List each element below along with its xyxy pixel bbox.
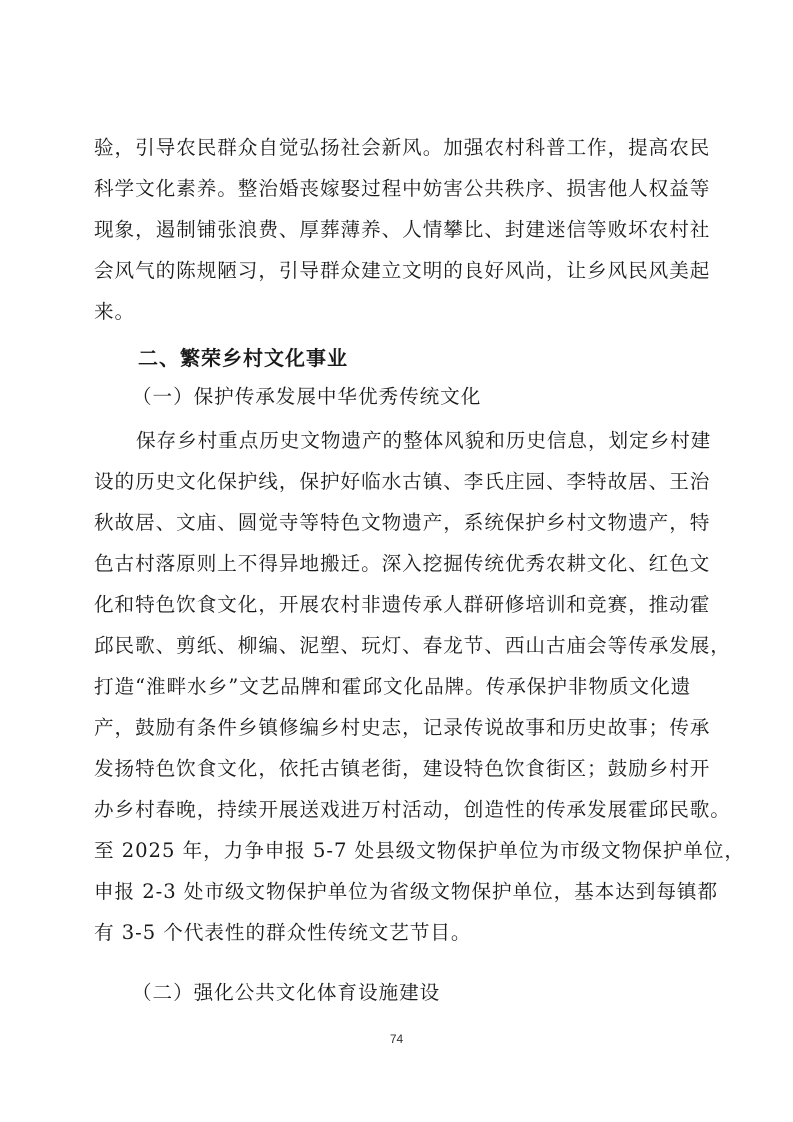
text-line: 来。 bbox=[94, 300, 136, 323]
page-number: 74 bbox=[389, 1032, 404, 1046]
text-line: 至 2025 年，力争申报 5-7 处县级文物保护单位为市级文物保护单位， bbox=[94, 839, 745, 862]
text-line: 秋故居、文庙、圆觉寺等特色文物遗产，系统保护乡村文物遗产，特 bbox=[94, 511, 711, 534]
text-line: 保存乡村重点历史文物遗产的整体风貌和历史信息，划定乡村建 bbox=[136, 429, 712, 452]
text-line: 会风气的陈规陋习，引导群众建立文明的良好风尚，让乡风民风美起 bbox=[94, 259, 711, 282]
section-heading: 二、繁荣乡村文化事业 bbox=[138, 346, 348, 370]
subsection-heading-2: （二）强化公共文化体育设施建设 bbox=[132, 981, 441, 1004]
paragraph-rural-customs bbox=[94, 127, 714, 332]
text-line: 邱民歌、剪纸、柳编、泥塑、玩灯、春龙节、西山古庙会等传承发展， bbox=[94, 634, 731, 657]
text-line: 科学文化素养。整治婚丧嫁娶过程中妨害公共秩序、损害他人权益等 bbox=[94, 177, 711, 200]
text-line: 色古村落原则上不得异地搬迁。深入挖掘传统优秀农耕文化、红色文 bbox=[94, 552, 711, 575]
paragraph-cultural-heritage bbox=[94, 420, 745, 953]
text-line: 打造“淮畔水乡”文艺品牌和霍邱文化品牌。传承保护非物质文化遗 bbox=[94, 675, 692, 698]
text-line: 设的历史文化保护线，保护好临水古镇、李氏庄园、李特故居、王治 bbox=[94, 470, 711, 493]
text-line: 发扬特色饮食文化，依托古镇老街，建设特色饮食街区；鼓励乡村开 bbox=[94, 757, 711, 780]
text-line: 化和特色饮食文化，开展农村非遗传承人群研修培训和竞赛，推动霍 bbox=[94, 593, 711, 616]
text-line: 现象，遏制铺张浪费、厚葬薄养、人情攀比、封建迷信等败坏农村社 bbox=[94, 218, 711, 241]
text-line: 申报 2-3 处市级文物保护单位为省级文物保护单位，基本达到每镇都 bbox=[94, 880, 718, 903]
subsection-heading-1: （一）保护传承发展中华优秀传统文化 bbox=[132, 385, 482, 408]
text-line: 有 3-5 个代表性的群众性传统文艺节目。 bbox=[94, 921, 472, 944]
text-line: 验，引导农民群众自觉弘扬社会新风。加强农村科普工作，提高农民 bbox=[94, 136, 711, 159]
text-line: 办乡村春晚，持续开展送戏进万村活动，创造性的传承发展霍邱民歌。 bbox=[94, 798, 731, 821]
text-line: 产，鼓励有条件乡镇修编乡村史志，记录传说故事和历史故事；传承 bbox=[94, 716, 711, 739]
